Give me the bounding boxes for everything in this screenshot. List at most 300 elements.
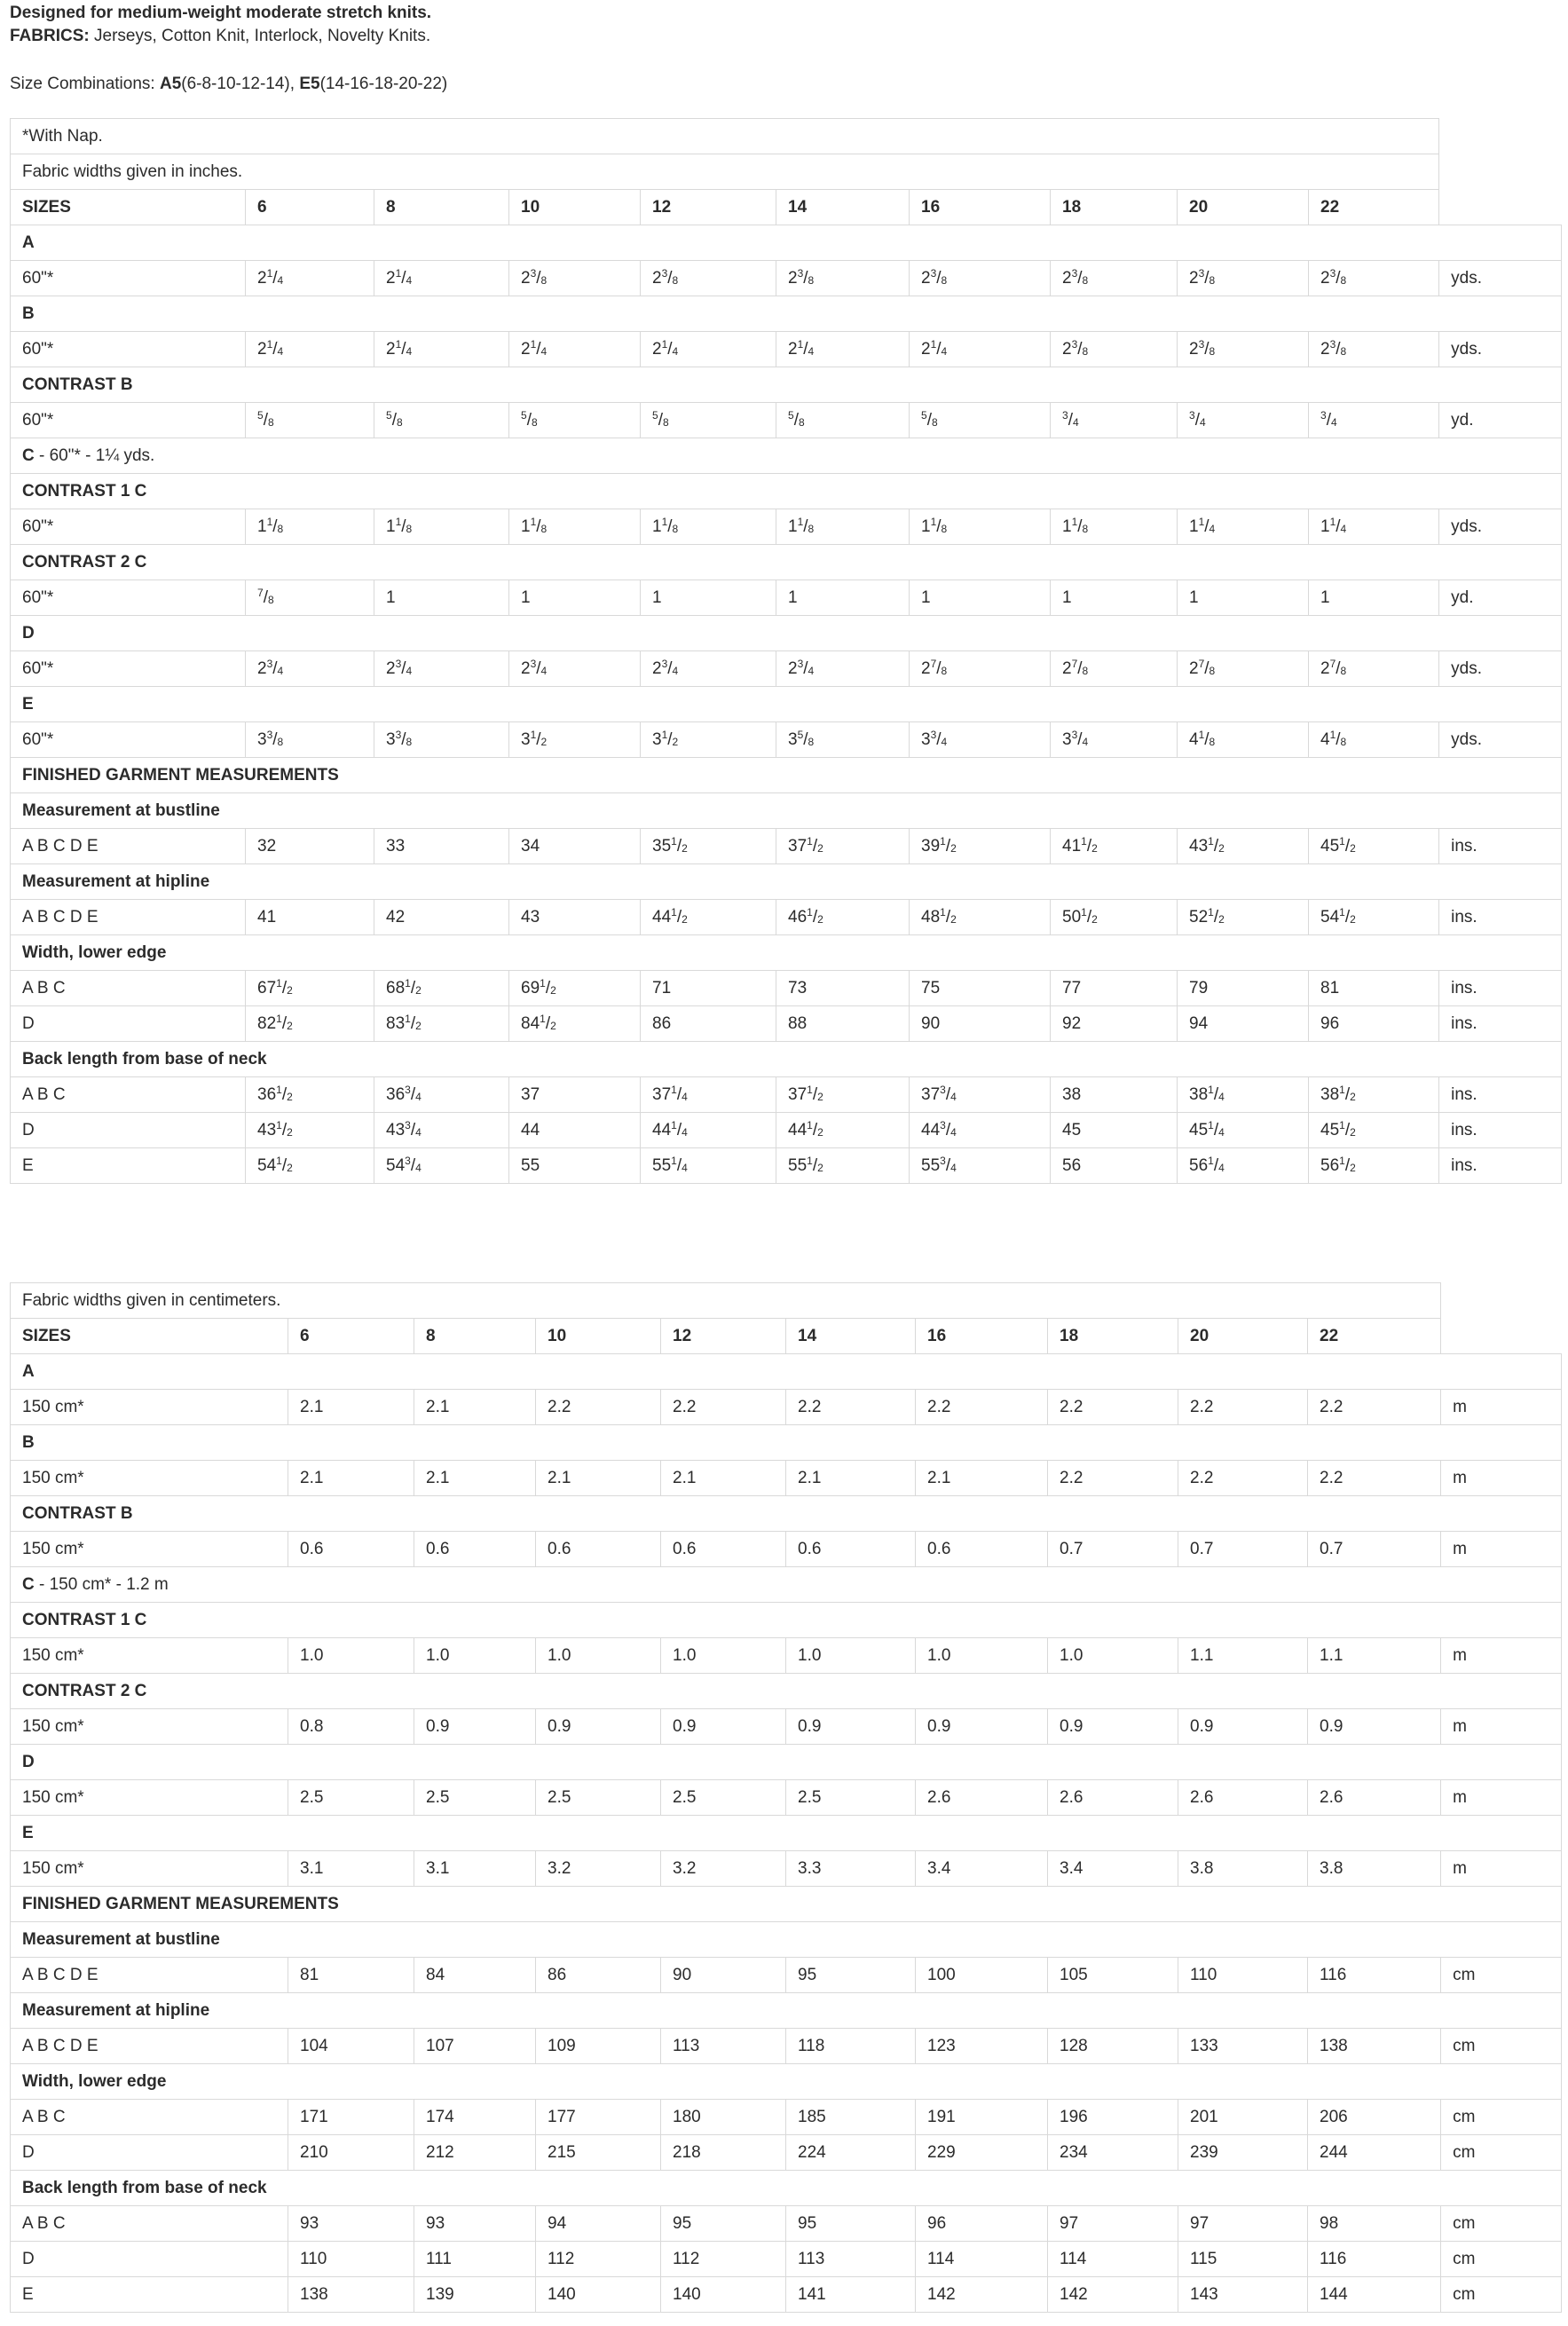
- value-size-22: $2^3/_8$: [1309, 332, 1439, 367]
- value-size-18: $1^1/_8$: [1051, 509, 1178, 545]
- value-size-14: 73: [776, 971, 910, 1006]
- fraction-numerator: 5: [788, 408, 794, 422]
- fraction-numerator: 1: [797, 337, 804, 351]
- value-size-16: $1^1/_8$: [910, 509, 1051, 545]
- fraction-numerator: 3: [661, 657, 668, 670]
- fraction-denominator: 4: [808, 664, 815, 677]
- fraction-denominator: 8: [808, 273, 815, 287]
- value-size-12: 2.2: [661, 1390, 786, 1425]
- value-size-22: $45^1/_2$: [1309, 829, 1439, 864]
- fraction-numerator: 3: [1071, 266, 1078, 280]
- value-size-18: 92: [1051, 1006, 1178, 1042]
- fraction-numerator: 1: [1339, 834, 1345, 848]
- value-size-12: $1^1/_8$: [641, 509, 776, 545]
- section-header: E: [11, 687, 1562, 722]
- fraction-numerator: 1: [940, 834, 946, 848]
- section-header-row: [11, 2171, 1562, 2206]
- section-header: D: [11, 1745, 1562, 1780]
- section-header: Width, lower edge: [11, 935, 1562, 971]
- fraction-numerator: 3: [405, 1118, 411, 1131]
- value-size-14: 3.3: [786, 1851, 916, 1887]
- fraction-numerator: 5: [257, 408, 264, 422]
- section-header: Measurement at hipline: [11, 1993, 1562, 2029]
- section-header-row: [11, 1042, 1562, 1077]
- fraction-numerator: 3: [395, 657, 402, 670]
- empty-cell: [1441, 1283, 1562, 1354]
- value-size-14: 0.6: [786, 1532, 916, 1567]
- unit-label: yd.: [1439, 580, 1562, 616]
- fraction-denominator: 4: [1209, 522, 1216, 535]
- value-size-8: $3^3/_8$: [374, 722, 509, 758]
- value-size-10: $69^1/_2$: [509, 971, 641, 1006]
- value-size-18: 1.0: [1048, 1638, 1178, 1674]
- row-label: 150 cm*: [11, 1780, 288, 1816]
- section-header-row: [11, 1993, 1562, 2029]
- value-size-22: $4^1/_8$: [1309, 722, 1439, 758]
- value-size-8: $2^3/_4$: [374, 651, 509, 687]
- section-header-row: [11, 935, 1562, 971]
- fraction-denominator: 4: [1330, 415, 1337, 429]
- fraction-numerator: 3: [1189, 408, 1195, 422]
- fraction-denominator: 8: [1082, 344, 1089, 358]
- fraction-numerator: 1: [807, 1154, 813, 1167]
- value-size-22: 138: [1308, 2029, 1441, 2064]
- fraction-denominator: 8: [1209, 273, 1216, 287]
- unit-label: yds.: [1439, 261, 1562, 296]
- value-size-20: 1.1: [1178, 1638, 1308, 1674]
- value-size-10: 0.9: [536, 1709, 661, 1745]
- value-size-8: 107: [414, 2029, 536, 2064]
- section-header: Width, lower edge: [11, 2064, 1562, 2100]
- section-header: CONTRAST 1 C: [11, 1603, 1562, 1638]
- value-size-22: 2.2: [1308, 1461, 1441, 1496]
- table-row: [11, 1113, 1562, 1148]
- fraction-denominator: 8: [808, 522, 815, 535]
- unit-label: cm: [1441, 2206, 1562, 2242]
- value-size-16: 96: [916, 2206, 1048, 2242]
- value-size-16: $2^3/_8$: [910, 261, 1051, 296]
- fraction-numerator: 1: [1208, 1118, 1214, 1131]
- section-header-row: [11, 2064, 1562, 2100]
- value-size-20: $2^3/_8$: [1178, 261, 1309, 296]
- value-size-8: $36^3/_4$: [374, 1077, 509, 1113]
- fraction-denominator: 8: [267, 593, 274, 606]
- value-size-8: 174: [414, 2100, 536, 2135]
- note-row: [11, 154, 1562, 190]
- fabrics-label: FABRICS:: [10, 27, 90, 45]
- fraction-denominator: 8: [1209, 664, 1216, 677]
- section-header: E: [11, 1816, 1562, 1851]
- value-size-22: 0.7: [1308, 1532, 1441, 1567]
- fraction-denominator: 8: [531, 415, 538, 429]
- size-header-18: 18: [1048, 1319, 1178, 1354]
- sizes-label: SIZES: [11, 1319, 288, 1354]
- value-size-16: 123: [916, 2029, 1048, 2064]
- section-header: CONTRAST 2 C: [11, 1674, 1562, 1709]
- value-size-20: $^3/_4$: [1178, 403, 1309, 438]
- fraction-numerator: 1: [807, 1083, 813, 1096]
- value-size-12: 90: [661, 1958, 786, 1993]
- value-size-20: 0.9: [1178, 1709, 1308, 1745]
- fabric-widths-note: Fabric widths given in centimeters.: [11, 1283, 1441, 1319]
- combo-a5-code: A5: [159, 75, 182, 93]
- value-size-8: 0.9: [414, 1709, 536, 1745]
- section-header-row: [11, 545, 1562, 580]
- value-size-8: 212: [414, 2135, 536, 2171]
- view-c-note-row: [11, 1567, 1562, 1603]
- fraction-numerator: 1: [1339, 1118, 1345, 1131]
- value-size-18: 45: [1051, 1113, 1178, 1148]
- fraction-denominator: 2: [817, 1090, 823, 1103]
- unit-label: m: [1441, 1390, 1562, 1425]
- value-size-20: 79: [1178, 971, 1309, 1006]
- value-size-20: $2^7/_8$: [1178, 651, 1309, 687]
- fraction-denominator: 8: [540, 522, 548, 535]
- fraction-numerator: 1: [530, 728, 537, 741]
- section-header-row: [11, 1745, 1562, 1780]
- table-row: [11, 900, 1562, 935]
- fraction-numerator: 1: [395, 515, 402, 528]
- fraction-denominator: 4: [941, 344, 948, 358]
- unit-label: m: [1441, 1780, 1562, 1816]
- fraction-denominator: 4: [1340, 522, 1347, 535]
- unit-label: cm: [1441, 1958, 1562, 1993]
- value-size-6: 41: [246, 900, 374, 935]
- value-size-22: $1^1/_4$: [1309, 509, 1439, 545]
- size-header-20: 20: [1178, 190, 1309, 225]
- fraction-numerator: 1: [530, 337, 537, 351]
- value-size-16: $2^7/_8$: [910, 651, 1051, 687]
- row-label: D: [11, 2135, 288, 2171]
- value-size-6: $82^1/_2$: [246, 1006, 374, 1042]
- row-label: 60"*: [11, 722, 246, 758]
- size-header-6: 6: [246, 190, 374, 225]
- fraction-denominator: 2: [550, 983, 556, 997]
- value-size-20: 0.7: [1178, 1532, 1308, 1567]
- value-size-6: 2.1: [288, 1390, 414, 1425]
- size-header-16: 16: [910, 190, 1051, 225]
- section-header: D: [11, 616, 1562, 651]
- section-header-row: [11, 1816, 1562, 1851]
- value-size-14: $44^1/_2$: [776, 1113, 910, 1148]
- value-size-18: $2^3/_8$: [1051, 332, 1178, 367]
- fabrics-line: [10, 25, 1554, 48]
- fraction-numerator: 1: [940, 905, 946, 919]
- table-row: [11, 1006, 1562, 1042]
- value-size-12: 1.0: [661, 1638, 786, 1674]
- yardage-table-inches: [10, 118, 1562, 1184]
- fraction-denominator: 4: [808, 344, 815, 358]
- value-size-10: 109: [536, 2029, 661, 2064]
- unit-label: cm: [1441, 2100, 1562, 2135]
- fraction-numerator: 1: [395, 337, 402, 351]
- size-header-6: 6: [288, 1319, 414, 1354]
- size-header-10: 10: [509, 190, 641, 225]
- fraction-denominator: 2: [682, 912, 688, 926]
- value-size-14: $3^5/_8$: [776, 722, 910, 758]
- value-size-14: 88: [776, 1006, 910, 1042]
- size-header-12: 12: [641, 190, 776, 225]
- value-size-12: 180: [661, 2100, 786, 2135]
- value-size-12: $2^1/_4$: [641, 332, 776, 367]
- size-header-8: 8: [374, 190, 509, 225]
- fraction-denominator: 2: [682, 841, 688, 855]
- value-size-10: 1: [509, 580, 641, 616]
- table-row: [11, 651, 1562, 687]
- value-size-6: 0.6: [288, 1532, 414, 1567]
- value-size-18: 0.9: [1048, 1709, 1178, 1745]
- value-size-18: 2.2: [1048, 1390, 1178, 1425]
- fraction-numerator: 1: [530, 515, 537, 528]
- section-header: CONTRAST 1 C: [11, 474, 1562, 509]
- value-size-8: 42: [374, 900, 509, 935]
- value-size-12: 218: [661, 2135, 786, 2171]
- value-size-12: 71: [641, 971, 776, 1006]
- fraction-numerator: 5: [797, 728, 804, 741]
- section-header-row: [11, 616, 1562, 651]
- value-size-12: 112: [661, 2242, 786, 2277]
- unit-label: ins.: [1439, 829, 1562, 864]
- value-size-18: $2^3/_8$: [1051, 261, 1178, 296]
- row-label: 150 cm*: [11, 1638, 288, 1674]
- value-size-6: $^7/_8$: [246, 580, 374, 616]
- value-size-10: $2^1/_4$: [509, 332, 641, 367]
- fraction-denominator: 2: [817, 1125, 823, 1139]
- section-header-row: [11, 1354, 1562, 1390]
- fraction-denominator: 2: [287, 1090, 293, 1103]
- row-label: 60"*: [11, 580, 246, 616]
- row-label: A B C D E: [11, 900, 246, 935]
- fraction-numerator: 1: [276, 1154, 282, 1167]
- sizes-label: SIZES: [11, 190, 246, 225]
- fraction-numerator: 7: [257, 586, 264, 599]
- value-size-14: 224: [786, 2135, 916, 2171]
- table-row: [11, 580, 1562, 616]
- value-size-8: 1.0: [414, 1638, 536, 1674]
- value-size-22: 96: [1309, 1006, 1439, 1042]
- value-size-6: 104: [288, 2029, 414, 2064]
- section-header: Back length from base of neck: [11, 1042, 1562, 1077]
- fraction-numerator: 3: [940, 1154, 946, 1167]
- fraction-numerator: 1: [266, 337, 273, 351]
- fraction-denominator: 2: [287, 983, 293, 997]
- value-size-20: 201: [1178, 2100, 1308, 2135]
- fraction-numerator: 5: [521, 408, 527, 422]
- value-size-10: 55: [509, 1148, 641, 1184]
- unit-label: ins.: [1439, 971, 1562, 1006]
- value-size-20: $56^1/_4$: [1178, 1148, 1309, 1184]
- fraction-numerator: 1: [276, 1118, 282, 1131]
- size-header-10: 10: [536, 1319, 661, 1354]
- table-row: [11, 722, 1562, 758]
- value-size-12: $35^1/_2$: [641, 829, 776, 864]
- value-size-6: $43^1/_2$: [246, 1113, 374, 1148]
- view-c-text: - 60"* - 1¼ yds.: [34, 445, 155, 465]
- fraction-numerator: 1: [540, 976, 546, 990]
- section-header-row: [11, 367, 1562, 403]
- fraction-denominator: 2: [287, 1125, 293, 1139]
- value-size-16: $^5/_8$: [910, 403, 1051, 438]
- value-size-16: 114: [916, 2242, 1048, 2277]
- row-label: A B C D E: [11, 829, 246, 864]
- value-size-10: 3.2: [536, 1851, 661, 1887]
- fraction-numerator: 7: [1198, 657, 1205, 670]
- fraction-numerator: 1: [671, 905, 677, 919]
- fraction-denominator: 2: [1091, 912, 1098, 926]
- value-size-8: $43^3/_4$: [374, 1113, 509, 1148]
- fraction-numerator: 3: [1198, 337, 1205, 351]
- value-size-12: 1: [641, 580, 776, 616]
- size-header-22: 22: [1309, 190, 1439, 225]
- value-size-8: 84: [414, 1958, 536, 1993]
- value-size-10: 37: [509, 1077, 641, 1113]
- combo-a5-sizes: (6-8-10-12-14),: [181, 75, 300, 93]
- fraction-numerator: 1: [1339, 1083, 1345, 1096]
- row-label: 150 cm*: [11, 1532, 288, 1567]
- fraction-numerator: 3: [395, 728, 402, 741]
- section-header: CONTRAST B: [11, 1496, 1562, 1532]
- value-size-12: 140: [661, 2277, 786, 2313]
- row-label: 150 cm*: [11, 1461, 288, 1496]
- fraction-denominator: 2: [950, 912, 957, 926]
- value-size-18: 3.4: [1048, 1851, 1178, 1887]
- fraction-denominator: 8: [1082, 273, 1089, 287]
- value-size-18: 97: [1048, 2206, 1178, 2242]
- row-label: 60"*: [11, 651, 246, 687]
- unit-label: m: [1441, 1638, 1562, 1674]
- value-size-22: 0.9: [1308, 1709, 1441, 1745]
- section-header: Back length from base of neck: [11, 2171, 1562, 2206]
- fraction-numerator: 3: [530, 657, 537, 670]
- fraction-denominator: 8: [798, 415, 805, 429]
- section-header-row: [11, 1887, 1562, 1922]
- value-size-8: $2^1/_4$: [374, 261, 509, 296]
- value-size-10: 44: [509, 1113, 641, 1148]
- section-header-row: [11, 1674, 1562, 1709]
- value-size-10: 112: [536, 2242, 661, 2277]
- fraction-numerator: 1: [540, 1012, 546, 1025]
- table-row: [11, 1958, 1562, 1993]
- fraction-denominator: 8: [808, 735, 815, 748]
- empty-cell: [1439, 119, 1562, 225]
- fraction-denominator: 2: [1350, 1125, 1356, 1139]
- value-size-8: 111: [414, 2242, 536, 2277]
- fraction-denominator: 4: [941, 735, 948, 748]
- fraction-denominator: 8: [267, 415, 274, 429]
- value-size-14: 185: [786, 2100, 916, 2135]
- fraction-denominator: 4: [682, 1090, 688, 1103]
- section-header-row: [11, 225, 1562, 261]
- fraction-denominator: 4: [540, 664, 548, 677]
- fraction-numerator: 1: [1208, 1154, 1214, 1167]
- value-size-20: 1: [1178, 580, 1309, 616]
- fraction-denominator: 4: [415, 1161, 422, 1174]
- fraction-numerator: 1: [276, 976, 282, 990]
- fraction-numerator: 1: [1071, 515, 1078, 528]
- unit-label: m: [1441, 1461, 1562, 1496]
- unit-label: cm: [1441, 2029, 1562, 2064]
- fraction-numerator: 3: [930, 266, 937, 280]
- value-size-6: 110: [288, 2242, 414, 2277]
- fraction-denominator: 8: [941, 664, 948, 677]
- value-size-18: $2^7/_8$: [1051, 651, 1178, 687]
- fraction-denominator: 8: [672, 522, 679, 535]
- fabrics-value: Jerseys, Cotton Knit, Interlock, Novelty Knits.: [89, 27, 431, 45]
- fraction-numerator: 1: [1081, 905, 1087, 919]
- fraction-numerator: 1: [930, 515, 937, 528]
- value-size-10: $^5/_8$: [509, 403, 641, 438]
- fraction-numerator: 3: [1329, 337, 1336, 351]
- value-size-20: 2.2: [1178, 1390, 1308, 1425]
- value-size-18: $^3/_4$: [1051, 403, 1178, 438]
- fraction-denominator: 8: [1082, 522, 1089, 535]
- value-size-16: 100: [916, 1958, 1048, 1993]
- value-size-20: $45^1/_4$: [1178, 1113, 1309, 1148]
- unit-label: m: [1441, 1709, 1562, 1745]
- fraction-denominator: 4: [1218, 1125, 1225, 1139]
- table-row: [11, 1077, 1562, 1113]
- fraction-numerator: 3: [940, 1083, 946, 1096]
- fraction-denominator: 4: [1218, 1161, 1225, 1174]
- value-size-14: 141: [786, 2277, 916, 2313]
- section-header-row: [11, 687, 1562, 722]
- fraction-denominator: 2: [1218, 841, 1225, 855]
- fraction-denominator: 8: [941, 273, 948, 287]
- section-header-row: [11, 474, 1562, 509]
- value-size-16: 3.4: [916, 1851, 1048, 1887]
- row-label: A B C: [11, 1077, 246, 1113]
- value-size-16: 0.9: [916, 1709, 1048, 1745]
- fraction-denominator: 4: [672, 344, 679, 358]
- fraction-denominator: 4: [277, 273, 284, 287]
- value-size-10: 140: [536, 2277, 661, 2313]
- value-size-22: 1: [1309, 580, 1439, 616]
- value-size-20: 3.8: [1178, 1851, 1308, 1887]
- size-header-12: 12: [661, 1319, 786, 1354]
- value-size-12: $44^1/_2$: [641, 900, 776, 935]
- value-size-14: 2.1: [786, 1461, 916, 1496]
- value-size-14: 2.5: [786, 1780, 916, 1816]
- value-size-14: 118: [786, 2029, 916, 2064]
- value-size-14: 0.9: [786, 1709, 916, 1745]
- section-header-row: [11, 296, 1562, 332]
- value-size-18: $3^3/_4$: [1051, 722, 1178, 758]
- unit-label: cm: [1441, 2242, 1562, 2277]
- value-size-18: 105: [1048, 1958, 1178, 1993]
- value-size-8: 1: [374, 580, 509, 616]
- value-size-8: 0.6: [414, 1532, 536, 1567]
- fraction-numerator: 1: [1198, 515, 1205, 528]
- fraction-denominator: 2: [287, 1019, 293, 1032]
- value-size-10: $3^1/_2$: [509, 722, 641, 758]
- unit-label: m: [1441, 1532, 1562, 1567]
- value-size-22: 1.1: [1308, 1638, 1441, 1674]
- value-size-8: $83^1/_2$: [374, 1006, 509, 1042]
- value-size-8: 139: [414, 2277, 536, 2313]
- value-size-18: 0.7: [1048, 1532, 1178, 1567]
- fraction-numerator: 1: [797, 515, 804, 528]
- fraction-denominator: 4: [950, 1090, 957, 1103]
- section-header: Measurement at hipline: [11, 864, 1562, 900]
- value-size-22: 244: [1308, 2135, 1441, 2171]
- value-size-20: $52^1/_2$: [1178, 900, 1309, 935]
- unit-label: m: [1441, 1851, 1562, 1887]
- value-size-10: 1.0: [536, 1638, 661, 1674]
- size-header-8: 8: [414, 1319, 536, 1354]
- value-size-18: 128: [1048, 2029, 1178, 2064]
- value-size-14: $2^3/_8$: [776, 261, 910, 296]
- row-label: E: [11, 1148, 246, 1184]
